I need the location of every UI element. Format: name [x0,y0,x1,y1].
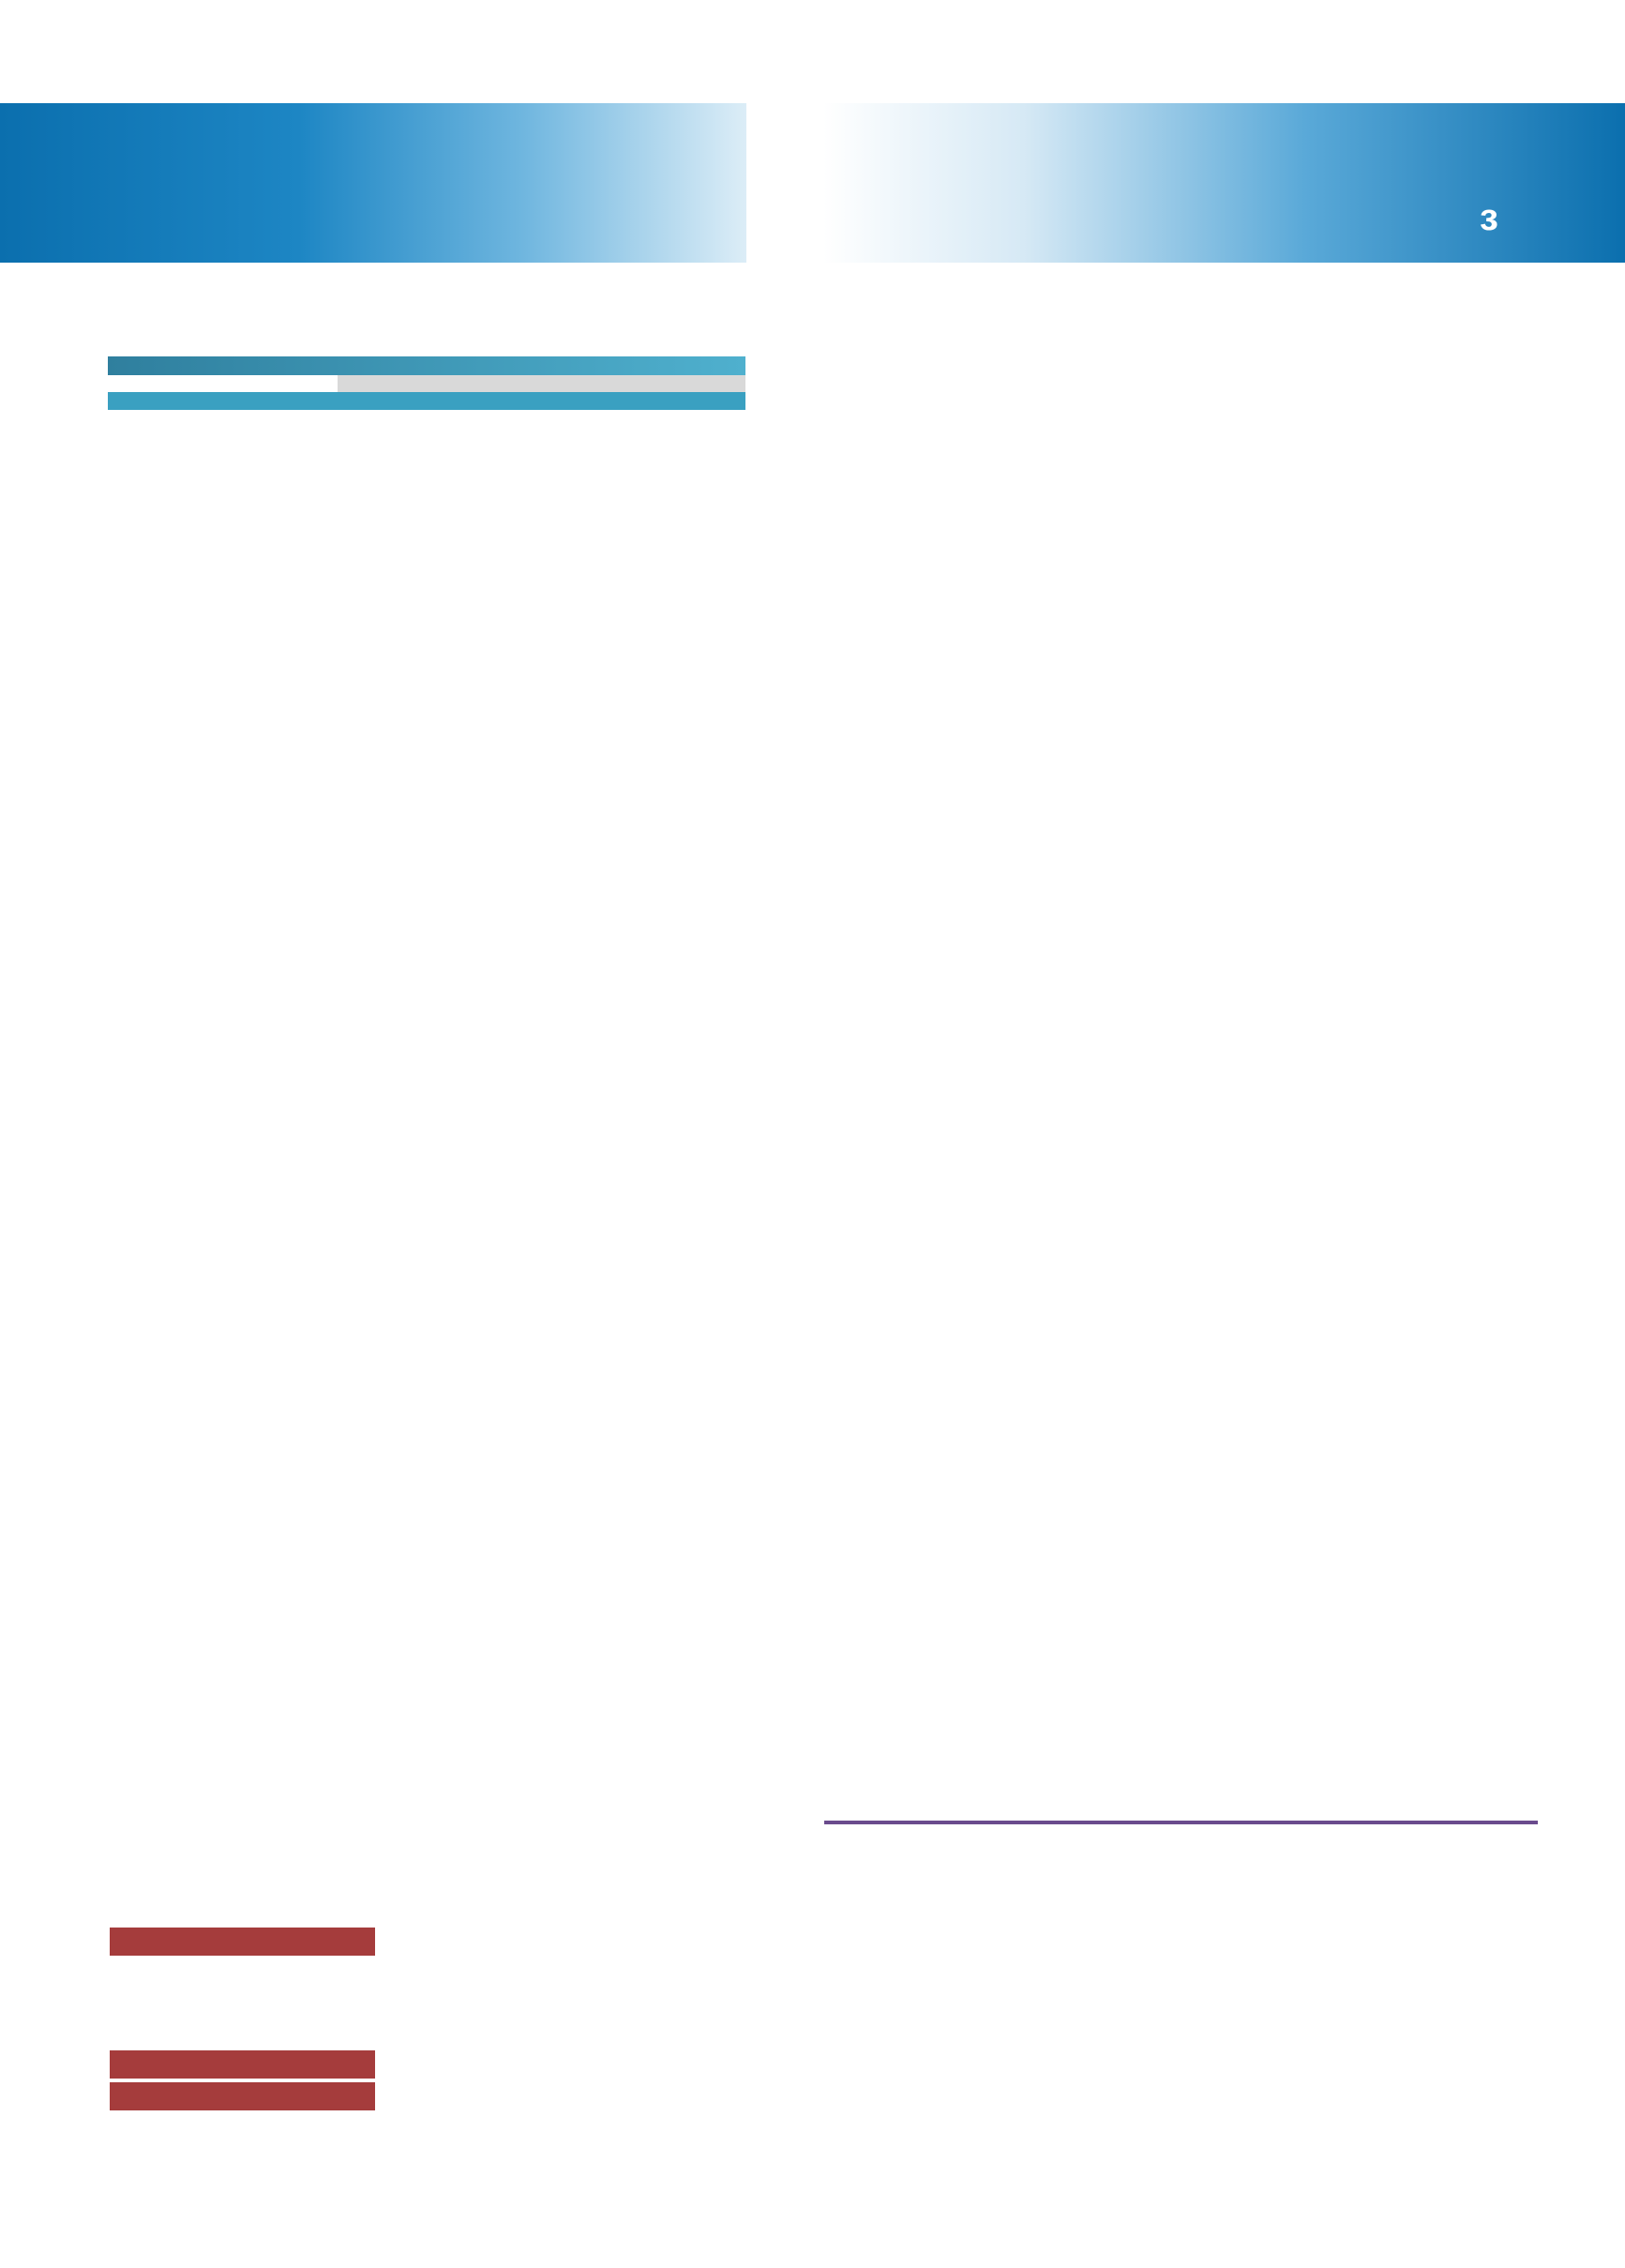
trh-supply-label [110,2050,375,2079]
trh-box-2020 [824,1821,1538,1824]
waste-label [110,1928,375,1956]
table-caption [108,356,745,375]
banner-2019 [0,103,746,263]
table-cell [108,375,338,392]
table-subheader [338,375,745,392]
banner-2020 [823,103,1625,263]
group-row [108,392,745,410]
column-header [609,392,678,410]
abmg-logo-mark: ɜ [1480,197,1498,238]
column-header [541,392,609,410]
column-header [677,392,745,410]
table-caption-row [108,356,745,375]
table-subheader-row [108,375,745,392]
trh-sewer-label [110,2082,375,2110]
group-label [108,392,338,410]
abmg-logo [1480,197,1503,238]
column-header [405,392,474,410]
water-fixed-table-2019 [108,356,745,410]
column-header [474,392,542,410]
column-header [338,392,406,410]
